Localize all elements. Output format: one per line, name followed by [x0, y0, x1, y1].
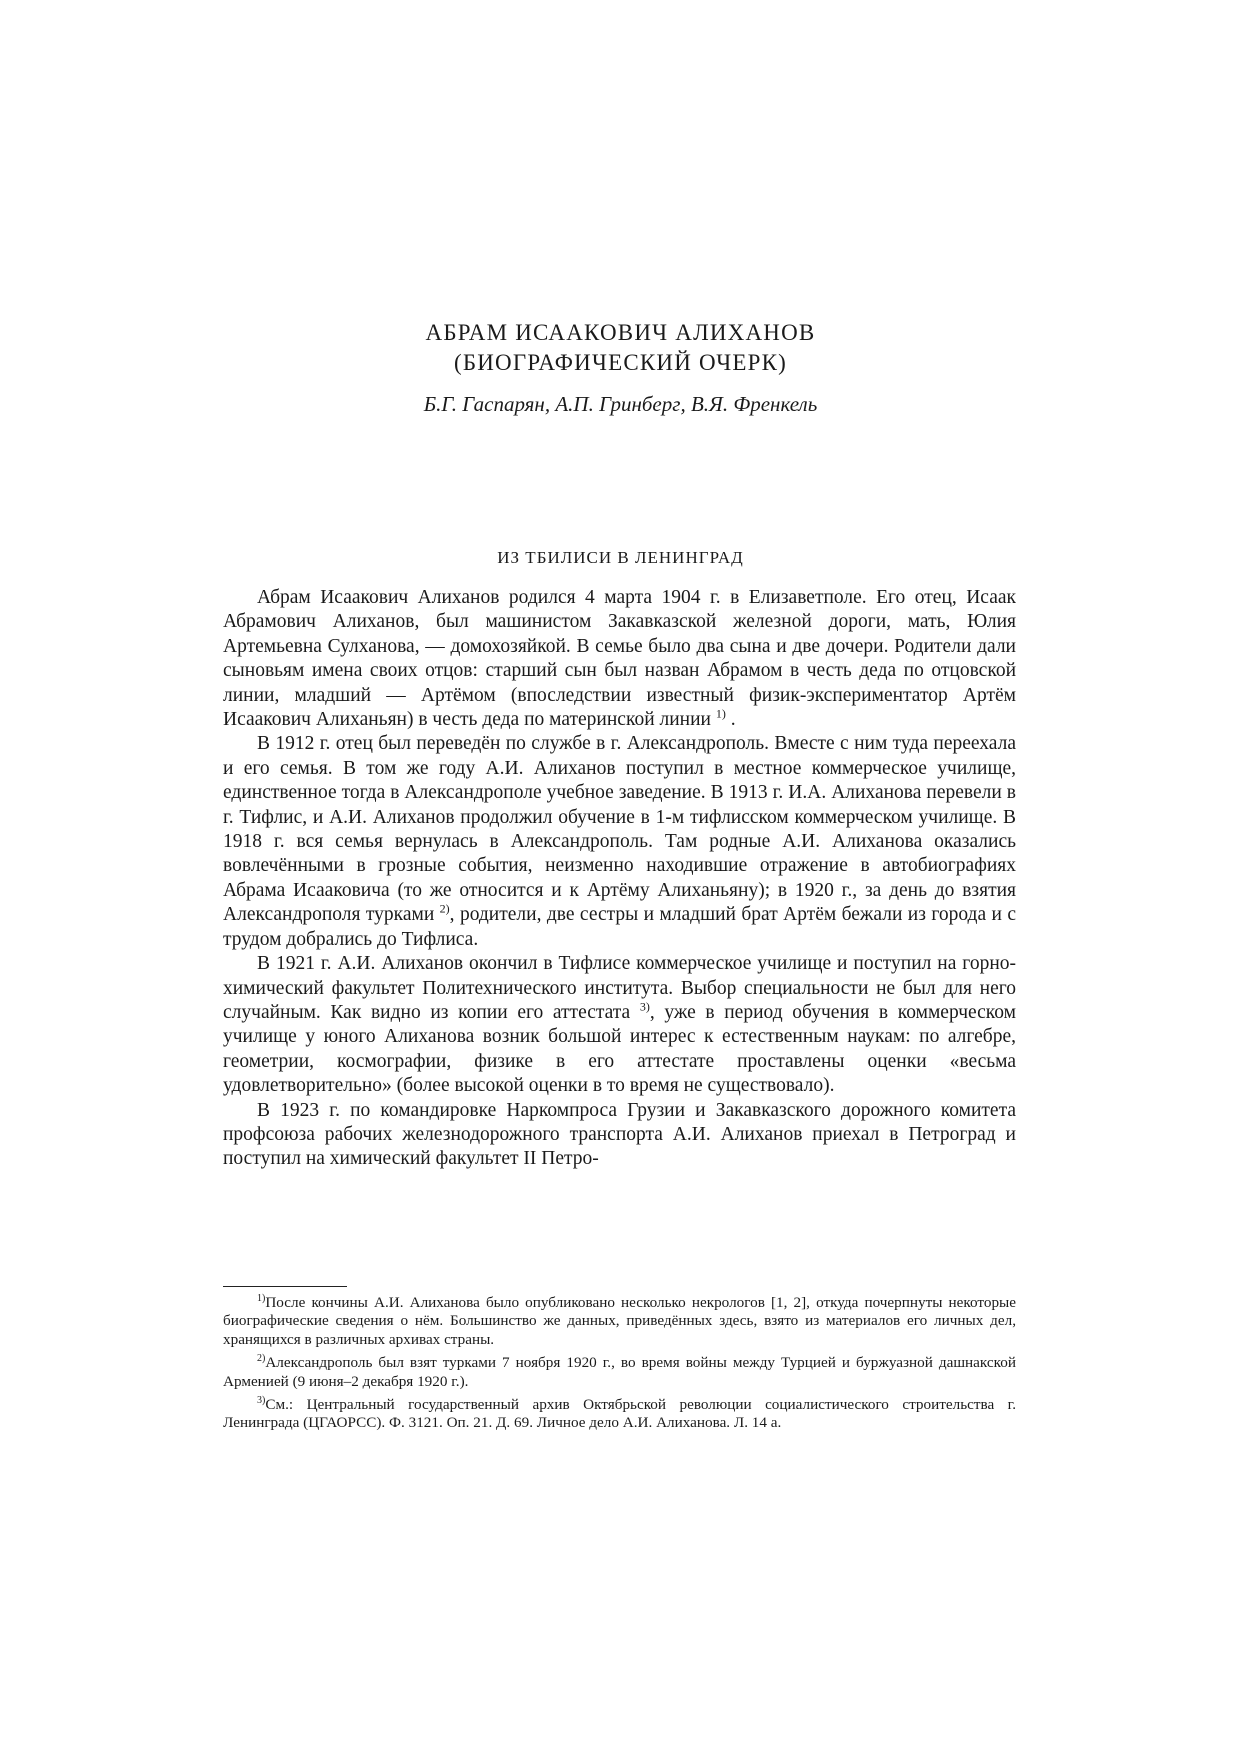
paragraph-3-text: В 1921 г. А.И. Алиханов окончил в Тифлисе коммерческое училище и поступил на горно-химический факультет Политехнического института. Выбор специальности не был для него случайным. Как видно из копии его аттестата: [223, 953, 1016, 1023]
authors-line: Б.Г. Гаспарян, А.П. Гринберг, В.Я. Френкель: [423, 392, 818, 416]
footnote-text-2: Александрополь был взят турками 7 ноября 1920 г., во время войны между Турцией и буржуазной дашнакской Арменией (9 июня–2 декабря 1920 г.).: [223, 1354, 1016, 1390]
paragraph-2-text: В 1912 г. отец был переведён по службе в г. Александрополь. Вместе с ним туда переехала и его семья. В том же году А.И. Алиханов поступил в местное коммерческое училище, единственное тогда в Александрополе учебное заведение. В 1913 г. И.А. Алиханова перевели в г. Тифлис, и А.И. Алиханов продолжил обучение в 1-м тифлисском коммерческом училище. В 1918 г. вся семья вернулась в Александрополь. Там родные А.И. Алиханова оказались вовлечёнными в грозные события, неизменно находившие отражение в автобиографиях Абрама Исааковича (то же относится и к Артёму Алиханьяну); в 1920 г., за день до взятия Александрополя турками: [223, 733, 1016, 926]
paragraph-3-tail: , уже в период обучения в коммерческом училище у юного Алиханова возник большой интерес к естественным наукам: по алгебре, геометрии, космографии, физике в его аттестате проставлены оценки «весьма удовлетворительно» (более высокой оценки в то время не существовало).: [223, 1001, 1017, 1097]
footnote-text-1: После кончины А.И. Алиханова было опубликовано несколько некрологов [1, 2], откуда почерпнуты некоторые биографические сведения о нём. Большинство же данных, приведённых здесь, взято из материалов его личных дел, хранящихся в различных архивах страны.: [223, 1294, 1016, 1348]
paragraph-4-text: В 1923 г. по командировке Наркомпроса Грузии и Закавказского дорожного комитета профсоюза рабочих железнодорожного транспорта А.И. Алиханов приехал в Петроград и поступил на химический факультет II Петро-: [223, 1099, 1016, 1170]
footnote-mark-1: 1): [257, 1292, 266, 1304]
footnote-2: [223, 1354, 1016, 1391]
body-text: [223, 586, 1016, 1172]
paragraph-2: [223, 732, 1016, 952]
footnote-ref-1[interactable]: 1): [715, 706, 726, 721]
page-title: АБРАМ ИСААКОВИЧ АЛИХАНОВ: [425, 320, 816, 345]
paragraph-1-tail: .: [730, 709, 736, 731]
footnote-3: [223, 1396, 1016, 1433]
paragraph-3: [223, 952, 1016, 1098]
footnote-mark-3: 3): [257, 1394, 266, 1406]
footnote-divider: [223, 1286, 347, 1287]
footnotes: [223, 1294, 1016, 1438]
footnote-ref-3[interactable]: 3): [639, 999, 650, 1014]
title-block: [0, 318, 1241, 418]
page-subtitle: (БИОГРАФИЧЕСКИЙ ОЧЕРК): [453, 350, 788, 375]
footnote-1: [223, 1294, 1016, 1349]
paragraph-1: [223, 586, 1016, 732]
footnote-mark-2: 2): [257, 1353, 266, 1365]
paragraph-1-text: Абрам Исаакович Алиханов родился 4 марта 1904 г. в Елизаветполе. Его отец, Исаак Абрамович Алиханов, был машинистом Закавказской железной дороги, мать, Юлия Артемьевна Сулханова, — домохозяйкой. В семье было два сына и две дочери. Родители дали сыновьям имена своих отцов: старший сын был назван Абрамом в честь деда по отцовской линии, младший — Артёмом (впоследствии известный физик-экспериментатор Артём Исаакович Алиханьян) в честь деда по материнской линии: [223, 587, 1016, 731]
section-heading: ИЗ ТБИЛИСИ В ЛЕНИНГРАД: [497, 548, 744, 567]
footnote-ref-2[interactable]: 2): [439, 901, 450, 916]
paragraph-2-tail: , родители, две сестры и младший брат Артём бежали из города и с трудом добрались до Тифлиса.: [223, 904, 1016, 950]
footnote-text-3: См.: Центральный государственный архив Октябрьской революции социалистического строительства г. Ленинграда (ЦГАОРСС). Ф. 3121. Оп. 21. Д. 69. Личное дело А.И. Алиханова. Л. 14 а.: [223, 1396, 1016, 1432]
paragraph-4: [223, 1099, 1016, 1172]
